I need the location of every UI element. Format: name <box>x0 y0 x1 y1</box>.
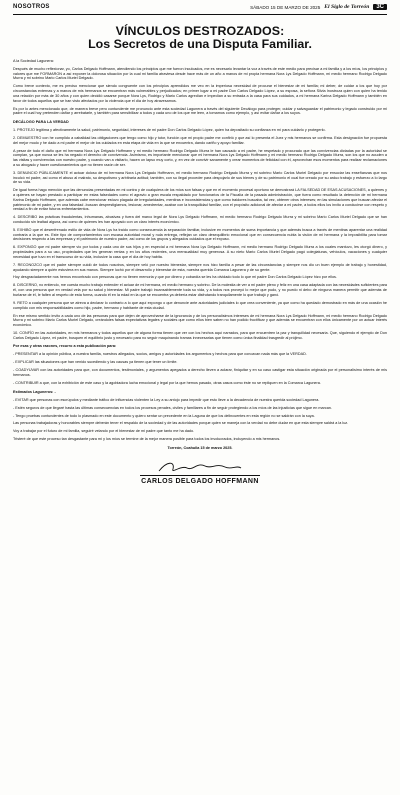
signature-block <box>13 459 387 485</box>
headline <box>13 25 387 51</box>
section-name: NOSOTROS <box>13 4 50 10</box>
decalogue-item-1: 1. PROTEJO legítima y afectivamente la salud, patrimonio, seguridad, intereses de mi padre Don Carlos Delgado López, quien ha depositado su confianza en mí para cuidarlo y protegerlo. <box>13 128 326 132</box>
paragraph-intro: Después de mucho reflexionar, yo, Carlos Delgado Hoffmann, atendiendo los principios que me fueron inculcados, me es necesario levantar la voz a través de este medio para precisar a mi familia y a los míos, los principios y valores que me FORMARON a así exponer la dolorosa situación por la cual mi familia atraviesa desde hace más de un año a manos de mi propia hermana Nora Lys Delgado Hoffmann, mi medio hermano Rodrigo Delgado Murra y mi sobrino Mario Carlos Muriel Delgado. <box>13 66 387 81</box>
place-date: Torreón, Coahuila 15 de marzo 2025. <box>167 446 233 451</box>
paragraph-accusations: De igual forma hago mención que las denuncias presentadas en mi contra y de cualquiera de los míos son falsas y que en el momento procesal oportuno se demostrará LA FALSEDAD DE ESAS ACUSACIONES, a quienes y a quienes se hayan prestado a participar en estas falsedades como el agravio a gran escala respaldado por funcionarios de la Fiscalía de la pasada administración, que fuera como resultado la detención de mi hermana Karina Delgado Hoffmann, que además cabe mencionar estuvo plagada de irregularidades, mentiras e inconsistencias y que como traidores buscaba, tal vez, obtener otros intereses; en las simulaciones que buscan afectar el patrimonio de mi padre, y en una falsedad -buscan desprestigiarnos, lesionar, amedrentar, acabar con la tranquilidad familiar, con el propósito adicional de afectar a mi padre, a todos ellos los invito a conducirse con respeto y verdad a fin de evitar futuros enfrentamientos. <box>13 188 387 212</box>
paragraph-future: Voy a trabajar por el futuro de mi familia, seguiré velando por el bienestar de mi padre que tanto me ha dado. <box>13 429 195 434</box>
paragraph-invitation: En ese mismo sentido invito a cada uno de las personas para que dejen de aprovecharse de la ignorancia y de los personalísimos intereses de mi hermana Nora Lys Delgado Hoffmann, mi medio hermano Rodrigo Delgado Murra y mi sobrino Mario Carlos Muriel Delgado, creándoles falsas expectativas legales y sociales que como ellos bien saben no han podido fructificar y que además se encuentran con ellos únicamente por un actuar interés económico. <box>13 313 387 327</box>
paragraph-truth: Las personas trabajadoras y honorables siempre deberán tener el respaldo de la sociedad y de las autoridades porque quien se maneja con la verdad no debe dudar en que esta siempre saldrá a la luz. <box>13 421 349 426</box>
reason-explain: - EXPLICAR las situaciones que han venido sucediendo y las causas ya tienen que tener un límite. <box>13 360 178 365</box>
reasons-heading: Por esas y otras razones, recurro a esta publicación para: <box>13 344 117 349</box>
decalogue-item-7: 7. RECONOZCO que mi padre siempre cuidó de todos nosotros, siempre veló por nuestro bienestar, siempre nos hizo familia a pesar de las circunstancias y siempre nos dio un buen ejemplo de trabajo y honestidad, ayudando siempre a quién estuviera en sus manos. Siempre luchó por el desarrollo y bienestar de esta, nuestra querida Comarca Lagunera y de su gente. <box>13 262 387 272</box>
decalogue-item-10: 10. CONFÍO en las autoridades, en mis hermanos y todos aquellos que de alguna forma tienen que ver con los hechos aquí narrados, para que encuentren la paz y tranquilidad necesaria. Que, siguiendo el ejemplo de Don Carlos Delgado López, mi padre, busquen el equilibrio justo y necesario para no seguir maquinando tramas innecesarias que tienen como única finalidad trasgredir al prójimo. <box>13 330 387 340</box>
point-consequences: - Estén seguros de que llegaré hasta las últimas consecuencias en todos los procesos penales, civiles y familiares a fin de seguir protegiendo a los míos de las injusticias que sigue en marcan. <box>13 405 332 410</box>
salutation: A la Sociedad Lagunera: <box>13 59 54 63</box>
signatory-name: CARLOS DELGADO HOFFMANN <box>141 477 259 485</box>
decalogue-item-8: 8. DISCERNO, no entiendo, me cuesta mucho trabajo entender el actuar de mi hermana, mi medio hermano y sobrino. De la molestia de ver a mi padre pleno y feliz en una casa adaptada con las necesidades suficientes para él, con una persona que en verdad vela por su salud y bienestar. Mi padre trabajó incansablemente toda su vida, y a todos nos proveyó lo mejor que pudo, y no puedo ni debo de ninguna manera permitir que además de burlarse de él, le falten al respeto de esta forma, cuando él en la edad en la que se encuentra ya debería estar disfrutando tranquilamente lo que trabajó y ganó. <box>13 283 387 297</box>
paragraph-closing: Tristeré de que este proceso tan desgastante para mí y los míos se termine de la mejor manera posible para todos los involucrados, incluyendo a mis hermanos. <box>13 437 281 442</box>
paragraph-visits: A pesar de todo el daño que mi hermana Nora Lys Delgado Hoffmann y mi medio hermano Rodrigo Delgado Murra le han causado a mi padre, he respetado y procurado que las convivencias dictadas por la autoridad se cumplan, ya que nunca se les ha negado el derecho de convivencia. Asimismo, es importante mencionar que mi hermana Nora Lys Delgado Hoffmann y mi medio hermano Rodrigo Delgado Murra, son los que no acuden a las visitas y convivencias con nuestro padre, y cuando van a visitarlo, hacen un lapso muy corto, y, en vez de convivir sanamente y crear momentos de felicidad con él, aprovechan esos momentos para realizar reclamaciones a su abogado y hacer cuestionamientos que no tienen razón de ser. <box>13 148 387 167</box>
paragraph-purpose: Es por lo antes mencionado que, de manera breve pero contundente me pronuncio ante esta sociedad Lagunera a través del siguiente Decálogo para proteger, cuidar y salvaguardar el patrimonio y legado construido por mi padre el cual hoy pretenden dañar y arrebatarle, y también para sensibilizar a todos y cada uno de los que me leen, a tomamos como ejemplo, y así evitar dañar a los suyos. <box>13 106 387 116</box>
header-right <box>250 4 387 10</box>
decalogue-heading: DECÁLOGO PARA LA VERDAD <box>13 120 69 125</box>
handwritten-signature <box>155 459 245 475</box>
decalogue-item-6: 6. EXPONGO que mi padre siempre vio por todos y cada uno de sus hijos y en especial a mi hermana Nora Lys Delgado Hoffmann, mi medio hermano Rodrigo Delgado Murra a los cuales mantuvo, les otorgó dinero, y propiedades para a su uso, propiedades que les generan rentas y en los años recientes, una mensualidad muy generosa. A su nieto Mario Carlos Muriel Delgado pagó colegiaturas, vehículos, vacaciones y cualquier necesidad que tuvo en el transcurso de su vida, inclusive la casa que el día de hoy habita. <box>13 245 387 259</box>
paragraph-context: Como breve contexto, me es preciso mencionar que siendo congruente con los principios aprendidos me veo en la imperiosa necesidad de procurar el bienestar de mi familia; mi deber, de cuidar a los que hoy por circunstancias externas y a manos de mis hermanos se encuentran más vulnerables y perjudicados; en primer lugar a mi padre Don Carlos Delgado López, a su esposa, la señora Silvia Inostroza quien con quien ha tenido una relación por más de 30 años y con quien decidió casarse porque Nora Lys, Rodrigo y Mario Carlos agredían e impedían a su entrada a la casa para sus cuidados, a mi hermana Karina Delgado Hoffmann y también en favor de todos aquellos que se han visto afectados por la violencia que el día de hoy atravesamos. <box>13 84 387 103</box>
decalogue-item-3: 3. DENUNCIO PÚBLICAMENTE el actuar doloso de mi hermana Nora Lys Delgado Hoffmann, mi medio hermano Rodrigo Delgado Murra y mi sobrino Mario Carlos Muriel Delgado por ensuciar las enseñanzas que nos inculcó mi padre, así como el abuso al malrato, su despotismo y arbitraria actitud; también, con su ilegal proceder para despojarlo de sus bienes y de su patrimonio el cual fue creado por su arduo trabajo y esfuerzo a lo largo de su vida. <box>13 170 387 185</box>
signature-line <box>140 475 260 476</box>
point-evidence: - Tengo pruebas contundentes de todo lo plasmado en este documento y quiero sentar un precedente en la Laguna de que los delincuentes en esta región no se saldrán con la suya. <box>13 413 315 418</box>
address-heading: Estimados Laguneros: - <box>13 389 56 394</box>
paragraph-memory: Hoy desgraciadamente nos hemos encontrado con personas que no tienen memoria y que por dinero y cobardía se les ha olvidado todo lo que mi padre Don Carlos Delgado López hizo por ellos. <box>13 275 337 280</box>
decalogue-item-5: 5. EXHIBO que el desenfrenado estilo de vida de Nora Lys ha traído como consecuencia la separación familiar, inclusive en momentos de suma importancia y que además busca a través de mentiras aparentar una realidad contraria a la que es. Este tipo de comportamientos con escasa autoridad moral y nula entrega, reflejan un claro desequilibrio emocional que en consecuencia nubla la visión de mi hermana y la imposibilita para tomar decisiones respecto a las empresas y el patrimonio de nuestro padre, así como de los grupos y allegados cuidados que el expuso. <box>13 227 387 242</box>
reason-present: - PRESENTAR a la opinión pública, a nuestra familia, nuestros allegados, socios, amigos y autoridades los argumentos y hechos para que conozcan nada más que la VERDAD. <box>13 352 307 357</box>
page-header <box>13 0 387 15</box>
reason-cooperate: - COADYUVAR con las autoridades para que, con documentos, testimoniales, y argumentos apegados a derecho lleven a aclarar, finiquitar y en su caso castigar esta situación originada por el personalísimo interés de mis hermanos. <box>13 368 387 377</box>
newspaper-brand: El Siglo de Torreón <box>324 4 370 10</box>
point-avoid: - EVITAR que personas con escrúpulos y mediante tráfico de influencias violenten la Ley a su antojo para impedir que esto lleve a la decadencia de nuestra querida sociedad Lagunera. <box>13 397 320 402</box>
headline-line-1: VÍNCULOS DESTROZADOS: <box>115 24 285 38</box>
issue-date: SÁBADO 15 DE MARZO DE 2025 <box>250 4 321 10</box>
headline-line-2: Los Secretos de una Disputa Familiar. <box>88 37 312 51</box>
article-body <box>13 59 387 451</box>
reason-contribute: - CONTRIBUIR a que, con la exhibición de este caso y la agobiadora lucha emocional y legal por la que hemos pasado, otras casos como éste no se repliquen en la Comarca Lagunera. <box>13 380 321 385</box>
page-number: 3C <box>373 4 387 10</box>
decalogue-item-2: 2. DEMUESTRO con he cumplido a cabalidad las obligaciones que tengo como hijo y tutor, función que mi propio padre me confirió y que así lo presenta el Juez y mis hermanos se confirma. Esta designación fue propuesta del mejor modo y he dado a mi padre el mejor de los cuidados en esta etapa de vida en la que se encuentra, dando cariño y apoyo familiar. <box>13 135 387 145</box>
decalogue-item-9: 9. RETO a cualquier persona que se atreva a declarar lo contrario a lo que aquí expongo o que denuncie ante autoridades judiciales lo que crea conveniente, ya que como ha quedado demostrado en más de una ocasión he cumplido con mis responsabilidades como hijo, padre, hermano y habitante de esta ciudad. <box>13 300 387 310</box>
decalogue-item-4: 4. DESCRIBO las prácticas fraudulentas, inhumanas, abusivas y fuera del marco legal de Nora Lys Delgado Hoffmann, mi medio hermano Rodrigo Delgado Murra y mi sobrino Mario Carlos Muriel Delgado que se han conducido sin lealtad alguna, así como de quienes les han apoyado con un claro interés económico. <box>13 215 387 224</box>
